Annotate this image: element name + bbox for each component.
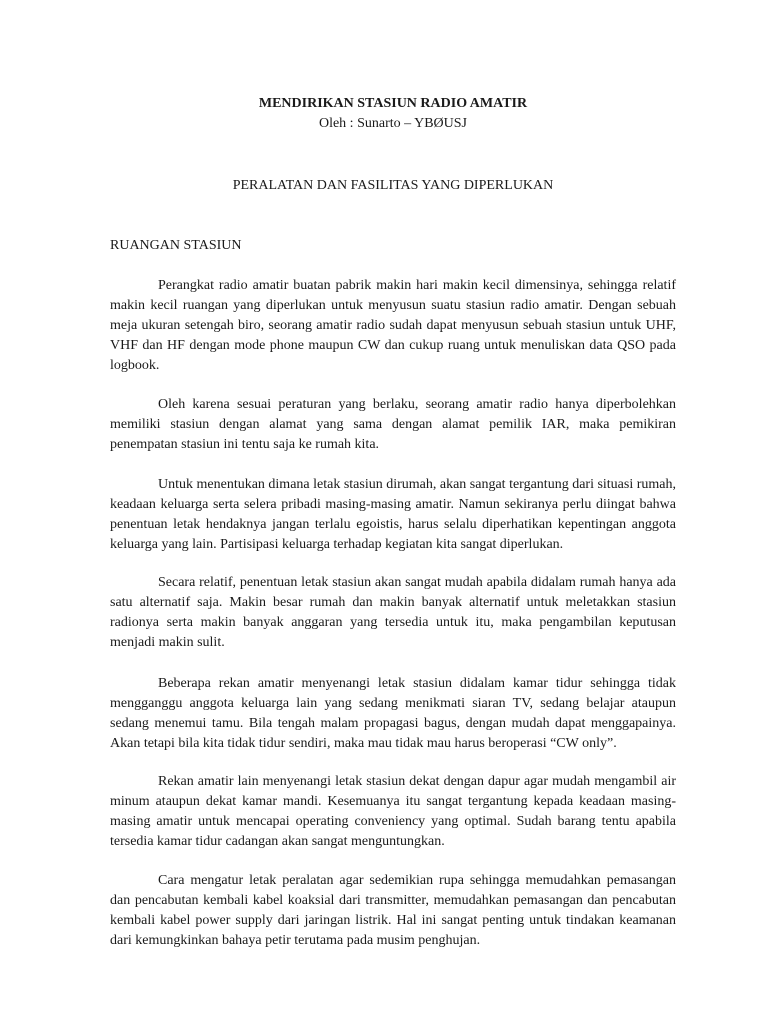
- section-title: PERALATAN DAN FASILITAS YANG DIPERLUKAN: [232, 178, 554, 193]
- paragraph: Perangkat radio amatir buatan pabrik makin hari makin kecil dimensinya, sehingga relatif makin kecil ruangan yang diperlukan untuk menyusun suatu stasiun radio amatir. Dengan sebuah meja ukuran setengah biro, seorang amatir radio sudah dapat menyusun sebuah stasiun untuk UHF, VHF dan HF dengan mode phone maupun CW dan cukup ruang untuk menuliskan data QSO pada logbook.: [110, 278, 676, 373]
- subheading-ruangan-stasiun: RUANGAN STASIUN: [110, 238, 242, 253]
- author-byline: Oleh : Sunarto – YBØUSJ: [318, 116, 468, 131]
- document-body: [110, 94, 676, 951]
- paragraph: Untuk menentukan dimana letak stasiun dirumah, akan sangat tergantung dari situasi rumah, keadaan keluarga serta selera pribadi masing-masing amatir. Namun sekiranya perlu diingat bahwa penentuan letak hendaknya jangan terlalu egoistis, harus selalu diperhatikan kepentingan anggota keluarga yang lain. Partisipasi keluarga terhadap kegiatan kita sangat diperlukan.: [110, 477, 676, 552]
- document-title: MENDIRIKAN STASIUN RADIO AMATIR: [258, 96, 528, 111]
- paragraph: Secara relatif, penentuan letak stasiun akan sangat mudah apabila didalam rumah hanya ada satu alternatif saja. Makin besar rumah dan makin banyak alternatif untuk meletakkan stasiun radionya serta makin banyak anggaran yang tersedia untuk itu, maka pengambilan keputusan menjadi makin sulit.: [110, 575, 676, 650]
- paragraph: Beberapa rekan amatir menyenangi letak stasiun didalam kamar tidur sehingga tidak mengganggu anggota keluarga lain yang sedang menikmati siaran TV, sedang belajar ataupun sedang menemui tamu. Bila tengah malam propagasi bagus, dengan mudah dapat menggapainya. Akan tetapi bila kita tidak tidur sendiri, maka mau tidak mau harus beroperasi “CW only”.: [110, 676, 676, 751]
- paragraph: Rekan amatir lain menyenangi letak stasiun dekat dengan dapur agar mudah mengambil air minum ataupun dekat kamar mandi. Kesemuanya itu sangat tergantung kepada keadaan masing-masing amatir untuk mencapai operating conveniency yang optimal. Sudah barang tentu apabila tersedia kamar tidur cadangan akan sangat menguntungkan.: [110, 774, 676, 849]
- paragraph: Cara mengatur letak peralatan agar sedemikian rupa sehingga memudahkan pemasangan dan pencabutan kembali kabel koaksial dari transmitter, memudahkan pemasangan dan pencabutan kembali kabel power supply dari jaringan listrik. Hal ini sangat penting untuk tindakan keamanan dari kemungkinkan bahaya petir terutama pada musim penghujan.: [110, 873, 676, 948]
- paragraph: Oleh karena sesuai peraturan yang berlaku, seorang amatir radio hanya diperbolehkan memiliki stasiun dengan alamat yang sama dengan alamat pemilik IAR, maka pemikiran penempatan stasiun ini tentu saja ke rumah kita.: [110, 397, 676, 452]
